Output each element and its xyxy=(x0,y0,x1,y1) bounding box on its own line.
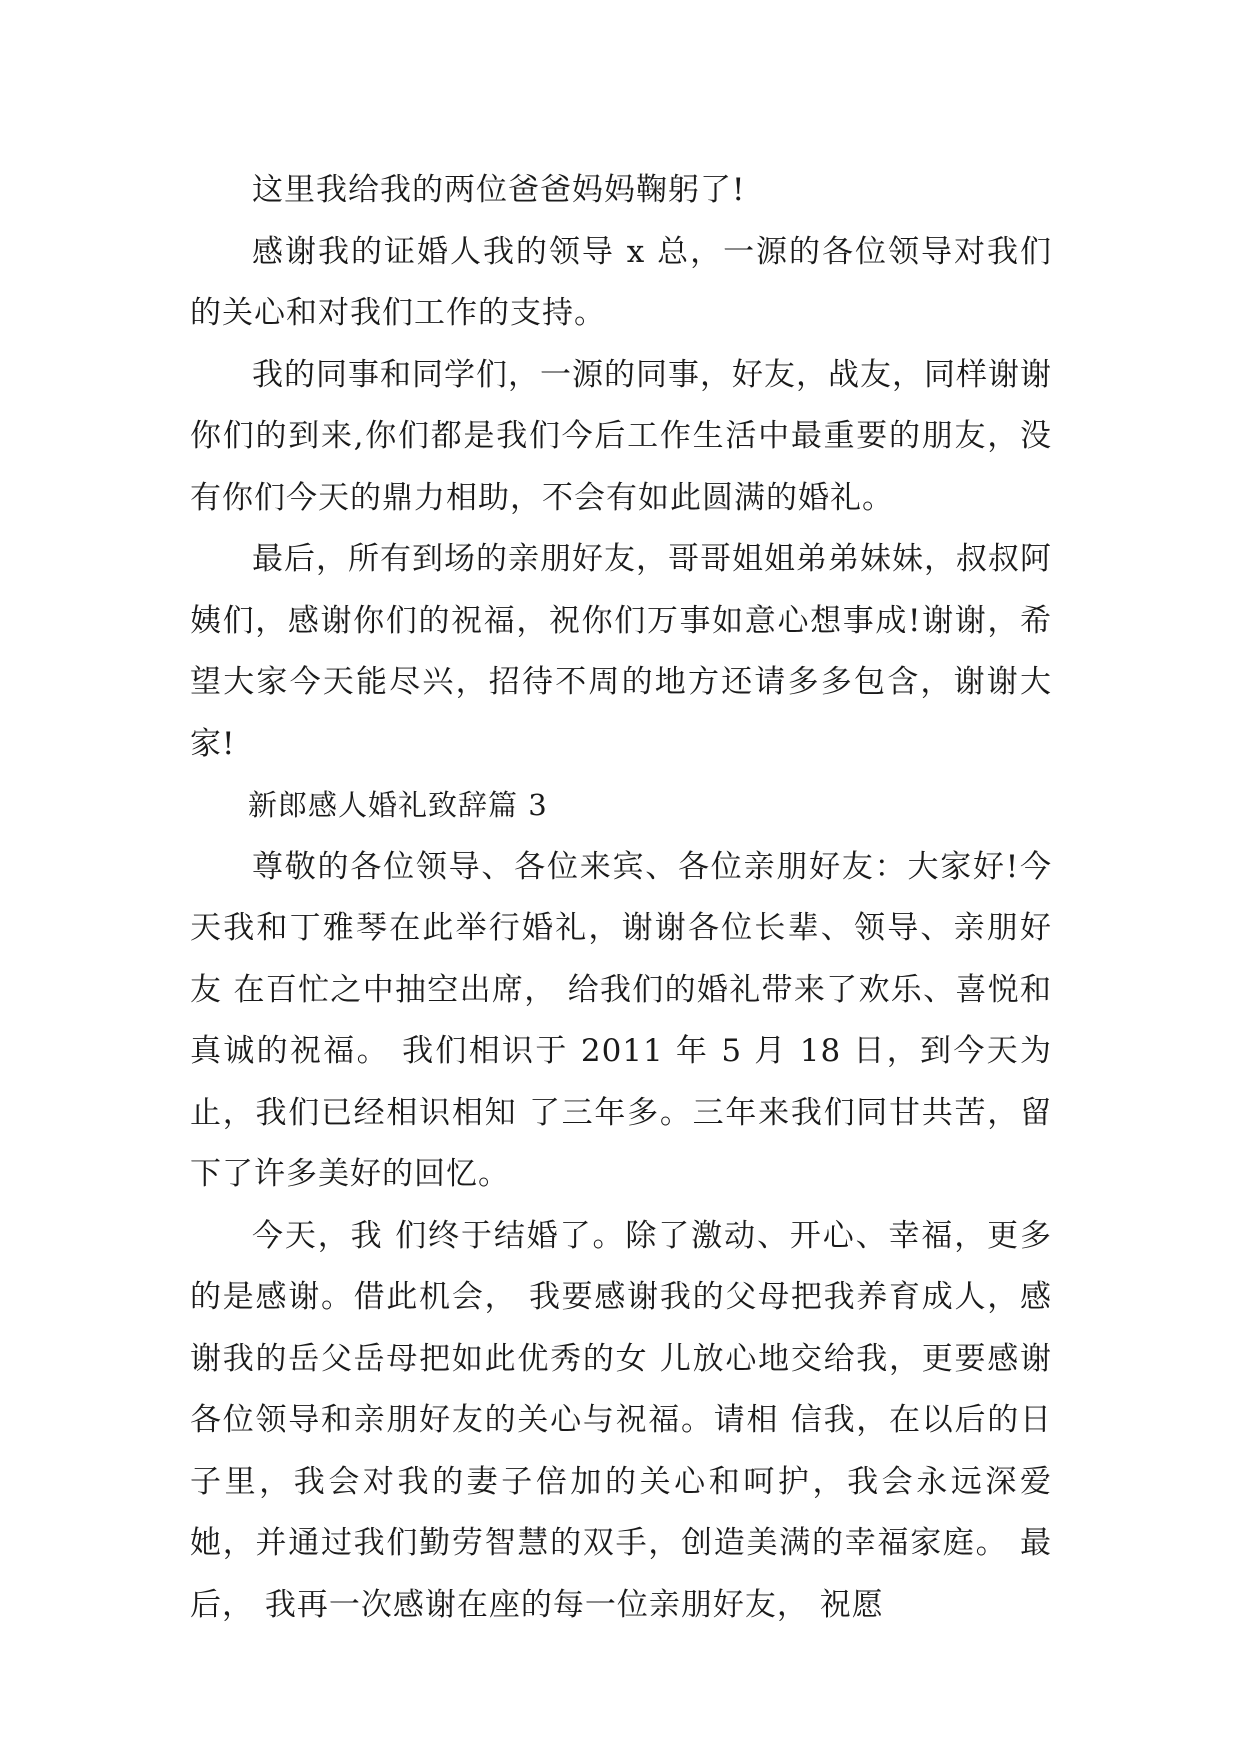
paragraph-bow-to-parents: 这里我给我的两位爸爸妈妈鞠躬了! xyxy=(252,172,746,208)
paragraph-gratitude: 今天，我 们终于结婚了。除了激动、开心、幸福，更多的是感谢。借此机会， 我要感谢我的父母把我养育成人，感谢我的岳父岳母把如此优秀的女 儿放心地交给我，更要感谢各位领导和亲朋好友的关心与祝福。请相 信我，在以后的日子里，我会对我的妻子倍加的关心和呵护，我会永远深爱她，并通过我们勤劳智慧的双手，创造美满的幸福家庭。 最后， 我再一次感谢在座的每一位亲朋好友， 祝愿 xyxy=(190,1217,1052,1623)
paragraph-thanks-relatives: 最后，所有到场的亲朋好友，哥哥姐姐弟弟妹妹，叔叔阿姨们，感谢你们的祝福，祝你们万事如意心想事成!谢谢，希望大家今天能尽兴，招待不周的地方还请多多包含，谢谢大家! xyxy=(190,541,1052,762)
paragraph-thanks-officiant: 感谢我的证婚人我的领导 x 总，一源的各位领导对我们的关心和对我们工作的支持。 xyxy=(190,233,1052,331)
paragraph-thanks-colleagues: 我的同事和同学们，一源的同事，好友，战友，同样谢谢你们的到来,你们都是我们今后工作生活中最重要的朋友，没有你们今天的鼎力相助，不会有如此圆满的婚礼。 xyxy=(190,356,1052,516)
section-heading: 新郎感人婚礼致辞篇 3 xyxy=(248,788,548,822)
document-body xyxy=(190,160,1052,1636)
paragraph-greeting: 尊敬的各位领导、各位来宾、各位亲朋好友：大家好!今天我和丁雅琴在此举行婚礼，谢谢各位长辈、领导、亲朋好友 在百忙之中抽空出席， 给我们的婚礼带来了欢乐、喜悦和真诚的祝福。 我们相识于 2011 年 5 月 18 日，到今天为止，我们已经相识相知 了三年多。三年来我们同甘共苦，留下了许多美好的回忆。 xyxy=(190,848,1052,1192)
